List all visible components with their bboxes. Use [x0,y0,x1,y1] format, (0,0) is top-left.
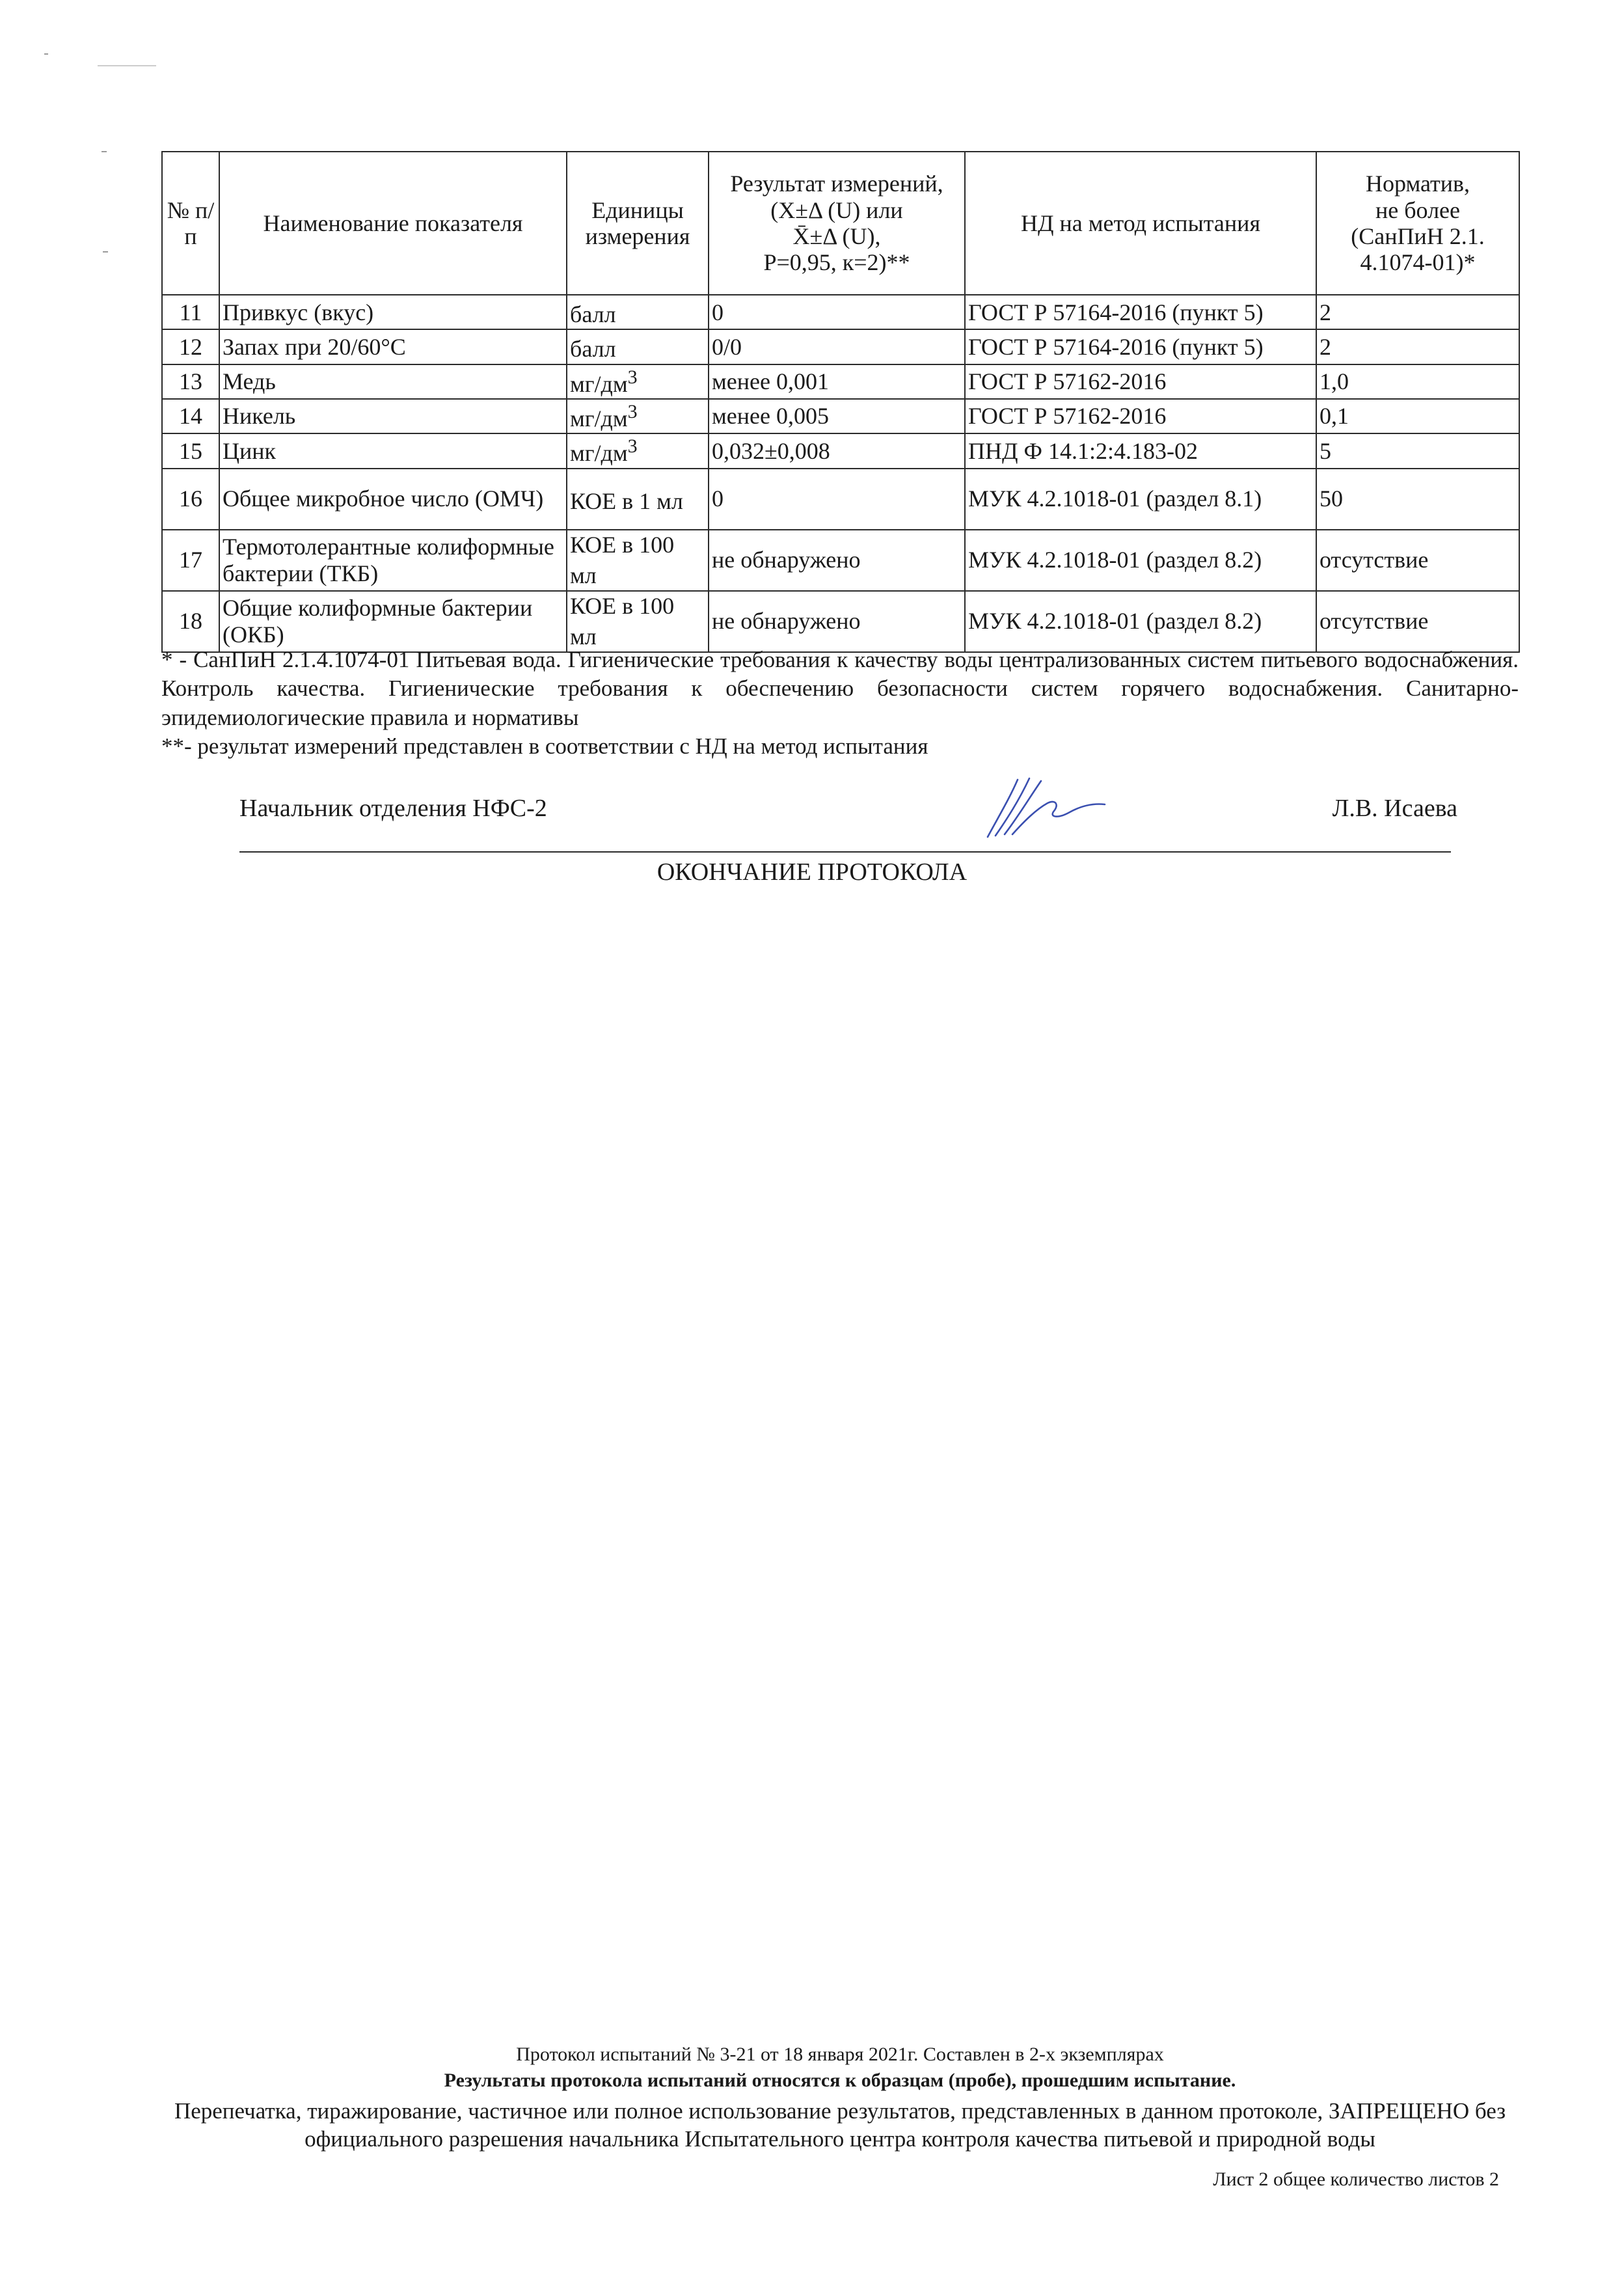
header-result: Результат измерений, (X±Δ (U) или X̄±Δ (U), P=0,95, к=2)** [709,152,965,295]
row-num: 11 [162,295,219,329]
row-result: 0,032±0,008 [709,433,965,468]
header-name: Наименование показателя [219,152,567,295]
row-result: не обнаружено [709,591,965,652]
row-norm: 5 [1316,433,1519,468]
table-row [162,469,1519,530]
row-method: МУК 4.2.1018-01 (раздел 8.2) [965,591,1316,652]
row-num: 13 [162,364,219,399]
row-norm: 50 [1316,469,1519,530]
row-method: ГОСТ Р 57162-2016 [965,364,1316,399]
table-row [162,530,1519,591]
end-of-protocol-title: ОКОНЧАНИЕ ПРОТОКОЛА [656,858,968,886]
row-name: Общее микробное число (ОМЧ) [219,469,567,530]
footnote-double-star: **- результат измерений представлен в соответствии с НД на метод испытания [161,733,928,759]
signer-name: Л.В. Исаева [1332,795,1457,822]
row-method: ГОСТ Р 57164-2016 (пункт 5) [965,295,1316,329]
row-num: 18 [162,591,219,652]
table-header-row [162,152,1519,295]
results-note: Результаты протокола испытаний относятся к образцам (пробе), прошедшим испытание. [444,2070,1236,2091]
row-name: Запах при 20/60°С [219,329,567,364]
row-result: 0/0 [709,329,965,364]
row-result: 0 [709,469,965,530]
row-units: КОЕ в 1 мл [567,469,709,530]
row-name: Привкус (вкус) [219,295,567,329]
results-table [161,151,1520,653]
copyright-notice: Перепечатка, тиражирование, частичное или полное использование результатов, представленных в данном протоколе, ЗАПРЕЩЕНО без официального разрешения начальника Испытательного центра контроля качества питьевой и природной воды [174,2098,1506,2152]
table-row [162,329,1519,364]
row-method: ГОСТ Р 57164-2016 (пункт 5) [965,329,1316,364]
row-norm: отсутствие [1316,530,1519,591]
header-num: № п/п [162,152,219,295]
row-norm: 2 [1316,295,1519,329]
footnote-star: * - СанПиН 2.1.4.1074-01 Питьевая вода. Гигиенические требования к качеству воды централизованных систем питьевого водоснабжения. Контроль качества. Гигиенические требования к обеспечению безопасности систем горячего водоснабжения. Санитарно-эпидемиологические правила и нормативы [161,647,1519,730]
scan-speck [103,251,108,253]
row-method: ПНД Ф 14.1:2:4.183-02 [965,433,1316,468]
row-units: $мг/дм^3$ [567,399,709,433]
row-norm: 0,1 [1316,399,1519,433]
row-units: балл [567,295,709,329]
row-num: 16 [162,469,219,530]
row-name: Термотолерантные колиформные бактерии (ТКБ) [219,530,567,591]
scan-speck [102,151,107,152]
row-num: 14 [162,399,219,433]
row-name: Медь [219,364,567,399]
row-num: 12 [162,329,219,364]
row-norm: 1,0 [1316,364,1519,399]
row-norm: отсутствие [1316,591,1519,652]
sheet-number: Лист 2 общее количество листов 2 [1213,2169,1499,2190]
signer-position: Начальник отделения НФС-2 [239,795,547,822]
signature-block [239,787,1457,833]
row-units: балл [567,329,709,364]
row-units: $мг/дм^3$ [567,433,709,468]
row-result: не обнаружено [709,530,965,591]
header-units: Единицы измерения [567,152,709,295]
row-result: менее 0,005 [709,399,965,433]
table-row [162,433,1519,468]
header-norm: Норматив, не более (СанПиН 2.1. 4.1074-01)* [1316,152,1519,295]
row-name: Общие колиформные бактерии (ОКБ) [219,591,567,652]
row-units: $мг/дм^3$ [567,364,709,399]
row-units: КОЕ в 100 мл [567,591,709,652]
table-row [162,591,1519,652]
signature-underline [239,851,1451,853]
handwritten-signature [979,772,1109,843]
row-norm: 2 [1316,329,1519,364]
row-name: Цинк [219,433,567,468]
row-num: 17 [162,530,219,591]
row-units: КОЕ в 100 мл [567,530,709,591]
header-method: НД на метод испытания [965,152,1316,295]
footnotes [161,646,1519,761]
row-result: 0 [709,295,965,329]
row-method: МУК 4.2.1018-01 (раздел 8.2) [965,530,1316,591]
protocol-line: Протокол испытаний № 3-21 от 18 января 2021г. Составлен в 2-х экземплярах [516,2044,1164,2065]
row-method: МУК 4.2.1018-01 (раздел 8.1) [965,469,1316,530]
row-method: ГОСТ Р 57162-2016 [965,399,1316,433]
scan-speck [44,53,48,55]
row-name: Никель [219,399,567,433]
scan-speck [98,65,156,66]
table-row [162,295,1519,329]
table-row [162,364,1519,399]
table-row [162,399,1519,433]
row-result: менее 0,001 [709,364,965,399]
row-num: 15 [162,433,219,468]
